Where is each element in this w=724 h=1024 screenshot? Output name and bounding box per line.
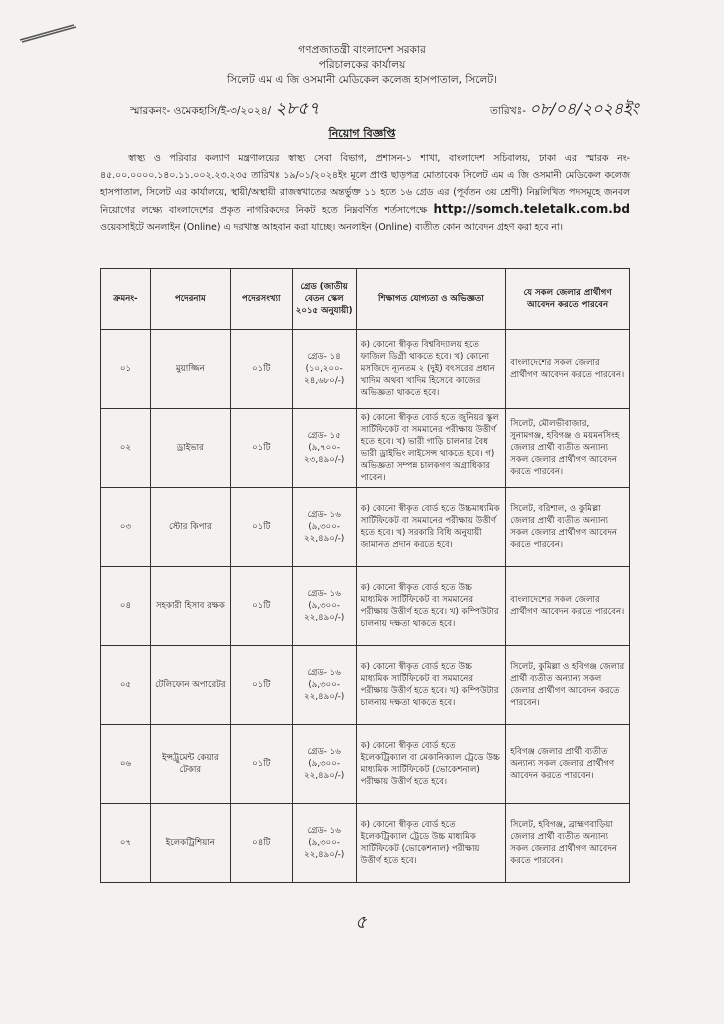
- row-qualification: ক) কোনো স্বীকৃত বোর্ড হতে উচ্চমাধ্যমিক সার্টিফিকেট বা সমমানের পরীক্ষায় উত্তীর্ণ হতে হবে। খ) সরকারি বিধি অনুযায়ী জামানত প্রদান করতে হবে।: [356, 488, 506, 567]
- memo-reference: [130, 96, 319, 124]
- row-qualification: ক) কোনো স্বীকৃত বোর্ড হতে উচ্চ মাধ্যমিক সার্টিফিকেট বা সমমানের পরীক্ষায় উত্তীর্ণ হতে হবে। খ) কম্পিউটার চালনায় দক্ষতা থাকতে হবে।: [356, 567, 506, 646]
- notice-text-before-url: স্বাস্থ্য ও পরিবার কল্যাণ মন্ত্রণালয়ের স্বাস্থ্য সেবা বিভাগ, প্রশাসন-১ শাখা, বাংলাদেশ সচিবালয়, ঢাকা এর স্মারক নং- ৪৫.০০.০০০০.১৪০.১১.০০২.২৩.২৩৫ তারিখঃ ১৯/০১/২০২৪ইং মূলে প্রাপ্ত ছাড়পত্র মোতাবেক সিলেট এম এ জি ওসমানী মেডিকেল কলেজ হাসপাতাল, সিলেট এর কার্যালয়ে, স্থায়ী/অস্থায়ী রাজস্বখাতের অন্তর্ভুক্ত ১১ হতে ১৬ গ্রেড এর (পূর্বতন ৩য় শ্রেণী) নিম্নলিখিত পদসমূহে জনবল নিয়োগের লক্ষ্যে বাংলাদেশের প্রকৃত নাগরিকদের নিকট হতে নিম্নবর্ণিত শর্তসাপেক্ষে: [100, 153, 630, 216]
- row-eligible-districts: সিলেট, বরিশাল, ও কুমিল্লা জেলার প্রার্থী ব্যতীত অন্যান্য সকল জেলার প্রার্থীগণ আবেদন করতে পারবেন।: [506, 488, 630, 567]
- table-row: [101, 725, 630, 804]
- office-header: পরিচালকের কার্যালয়: [318, 59, 406, 71]
- row-post-name: স্টোর কিপার: [150, 488, 230, 567]
- row-post-name: ড্রাইভার: [150, 409, 230, 488]
- row-grade: গ্রেড- ১৬ (৯,৩০০- ২২,৪৯০/-): [292, 804, 356, 883]
- row-qualification: ক) কোনো স্বীকৃত বিশ্ববিদ্যালয় হতে ফাজিল ডিগ্রী থাকতে হবে। খ) কোনো মসজিদে ন্যূনতম ২ (দুই) বৎসরের প্রধান খাদিম অথবা খাদিম হিসেবে কাজের অভিজ্ঞতা থাকতে হবে।: [356, 330, 506, 409]
- row-serial: ০৩: [101, 488, 151, 567]
- row-eligible-districts: বাংলাদেশের সকল জেলার প্রার্থীগণ আবেদন করতে পারবেন।: [506, 567, 630, 646]
- pen-scribble-mark: [18, 22, 78, 44]
- row-qualification: ক) কোনো স্বীকৃত বোর্ড হতে উচ্চ মাধ্যমিক সার্টিফিকেট বা সমমানের পরীক্ষায় উত্তীর্ণ হতে হবে। খ) কম্পিউটার চালনায় দক্ষতা থাকতে হবে।: [356, 646, 506, 725]
- row-post-count: ০১টি: [230, 725, 292, 804]
- row-grade: গ্রেড- ১৬ (৯,৩০০- ২২,৪৯০/-): [292, 646, 356, 725]
- row-post-name: ইলেকট্রিশিয়ান: [150, 804, 230, 883]
- application-url-link[interactable]: http://somch.teletalk.com.bd: [433, 202, 630, 216]
- row-qualification: ক) কোনো স্বীকৃত বোর্ড হতে জুনিয়র স্কুল সার্টিফিকেট বা সমমানের পরীক্ষায় উত্তীর্ণ হতে হবে। খ) ভারী গাড়ি চালনার বৈধ ভারী ড্রাইভিং লাইসেন্স থাকতে হবে। গ) অভিজ্ঞতা সম্পন্ন চালকগণ অগ্রাধিকার পাবেন।: [356, 409, 506, 488]
- memo-number: ২৮৫৭: [275, 99, 320, 119]
- row-eligible-districts: সিলেট, হবিগঞ্জ, ব্রাহ্মণবাড়িয়া জেলার প্রার্থী ব্যতীত অন্যান্য সকল জেলার প্রার্থীগণ আবেদন করতে পারবেন।: [506, 804, 630, 883]
- row-serial: ০২: [101, 409, 151, 488]
- notice-body: [100, 150, 630, 236]
- table-row: [101, 409, 630, 488]
- row-post-name: টেলিফোন অপারেটর: [150, 646, 230, 725]
- header-serial: ক্রমনং-: [101, 269, 151, 330]
- row-eligible-districts: সিলেট, মৌলভীবাজার, সুনামগঞ্জ, হবিগঞ্জ ও ময়মনসিংহ জেলার প্রার্থী ব্যতীত অন্যান্য সকল জেলার প্রার্থীগণ আবেদন করতে পারবেন।: [506, 409, 630, 488]
- date-label: তারিখঃ-: [490, 105, 526, 117]
- table-row: [101, 567, 630, 646]
- table-row: [101, 804, 630, 883]
- row-serial: ০৭: [101, 804, 151, 883]
- row-serial: ০৫: [101, 646, 151, 725]
- row-serial: ০৬: [101, 725, 151, 804]
- row-post-count: ০৪টি: [230, 804, 292, 883]
- row-serial: ০১: [101, 330, 151, 409]
- row-grade: গ্রেড- ১৪ (১০,২০০- ২৪,৬৮০/-): [292, 330, 356, 409]
- header-qualification: শিক্ষাগত যোগ্যতা ও অভিজ্ঞতা: [356, 269, 506, 330]
- header-post-count: পদেরসংখ্যা: [230, 269, 292, 330]
- row-grade: গ্রেড- ১৫ (৯,৭০০- ২৩,৪৯০/-): [292, 409, 356, 488]
- table-header-row: [101, 269, 630, 330]
- header-grade: গ্রেড (জাতীয় বেতন স্কেল ২০১৫ অনুযায়ী): [292, 269, 356, 330]
- row-post-name: সহকারী হিসাব রক্ষক: [150, 567, 230, 646]
- memo-date: [490, 96, 639, 123]
- date-value: ০৮/০৪/২০২৪ইং: [529, 99, 639, 118]
- row-qualification: ক) কোনো স্বীকৃত বোর্ড হতে ইলেকট্রিক্যাল বা মেকানিক্যাল ট্রেডে উচ্চ মাধ্যমিক সার্টিফিকেট (ভোকেশনাল) পরীক্ষায় উত্তীর্ণ হতে হবে।: [356, 725, 506, 804]
- row-post-count: ০১টি: [230, 646, 292, 725]
- table-row: [101, 330, 630, 409]
- header-eligible-districts: যে সকল জেলার প্রার্থীগণ আবেদন করতে পারবেন: [506, 269, 630, 330]
- row-post-name: মুয়াজ্জিন: [150, 330, 230, 409]
- header-post-name: পদেরনাম: [150, 269, 230, 330]
- government-header: গণপ্রজাতন্ত্রী বাংলাদেশ সরকার: [298, 44, 426, 56]
- notice-text-after-url: ওয়েবসাইটে অনলাইন (Online) এ দরখাস্ত আহবান করা যাচ্ছে। অনলাইন (Online) ব্যতীত কোন আবেদন গ্রহণ করা হবে না।: [100, 222, 563, 233]
- row-post-count: ০১টি: [230, 330, 292, 409]
- row-post-name: ইন্সট্রুমেন্ট কেয়ার টেকার: [150, 725, 230, 804]
- row-serial: ০৪: [101, 567, 151, 646]
- row-post-count: ০১টি: [230, 567, 292, 646]
- row-eligible-districts: সিলেট, কুমিল্লা ও হবিগঞ্জ জেলার প্রার্থী ব্যতীত অন্যান্য সকল জেলার প্রার্থীগণ আবেদন করতে পারবেন।: [506, 646, 630, 725]
- row-post-count: ০১টি: [230, 488, 292, 567]
- row-eligible-districts: বাংলাদেশের সকল জেলার প্রার্থীগণ আবেদন করতে পারবেন।: [506, 330, 630, 409]
- table-row: [101, 646, 630, 725]
- page-number: ৫: [355, 912, 367, 933]
- row-grade: গ্রেড- ১৬ (৯,৩০০- ২২,৪৯০/-): [292, 567, 356, 646]
- row-qualification: ক) কোনো স্বীকৃত বোর্ড হতে ইলেকট্রিক্যাল ট্রেডে উচ্চ মাধ্যমিক সার্টিফিকেট (ভোকেশনাল) পরীক্ষায় উত্তীর্ণ হতে হবে।: [356, 804, 506, 883]
- hospital-header: সিলেট এম এ জি ওসমানী মেডিকেল কলেজ হাসপাতাল, সিলেট।: [227, 74, 497, 86]
- posts-table: [100, 268, 630, 883]
- table-row: [101, 488, 630, 567]
- memo-label: স্মারকনং- ওমেকহাসি/ই-৩/২০২৪/: [130, 105, 272, 117]
- row-post-count: ০১টি: [230, 409, 292, 488]
- row-eligible-districts: হবিগঞ্জ জেলার প্রার্থী ব্যতীত অন্যান্য সকল জেলার প্রার্থীগণ আবেদন করতে পারবেন।: [506, 725, 630, 804]
- notice-title: নিয়োগ বিজ্ঞপ্তি: [328, 127, 396, 140]
- row-grade: গ্রেড- ১৬ (৯,৩০০- ২২,৪৯০/-): [292, 725, 356, 804]
- row-grade: গ্রেড- ১৬ (৯,৩০০- ২২,৪৯০/-): [292, 488, 356, 567]
